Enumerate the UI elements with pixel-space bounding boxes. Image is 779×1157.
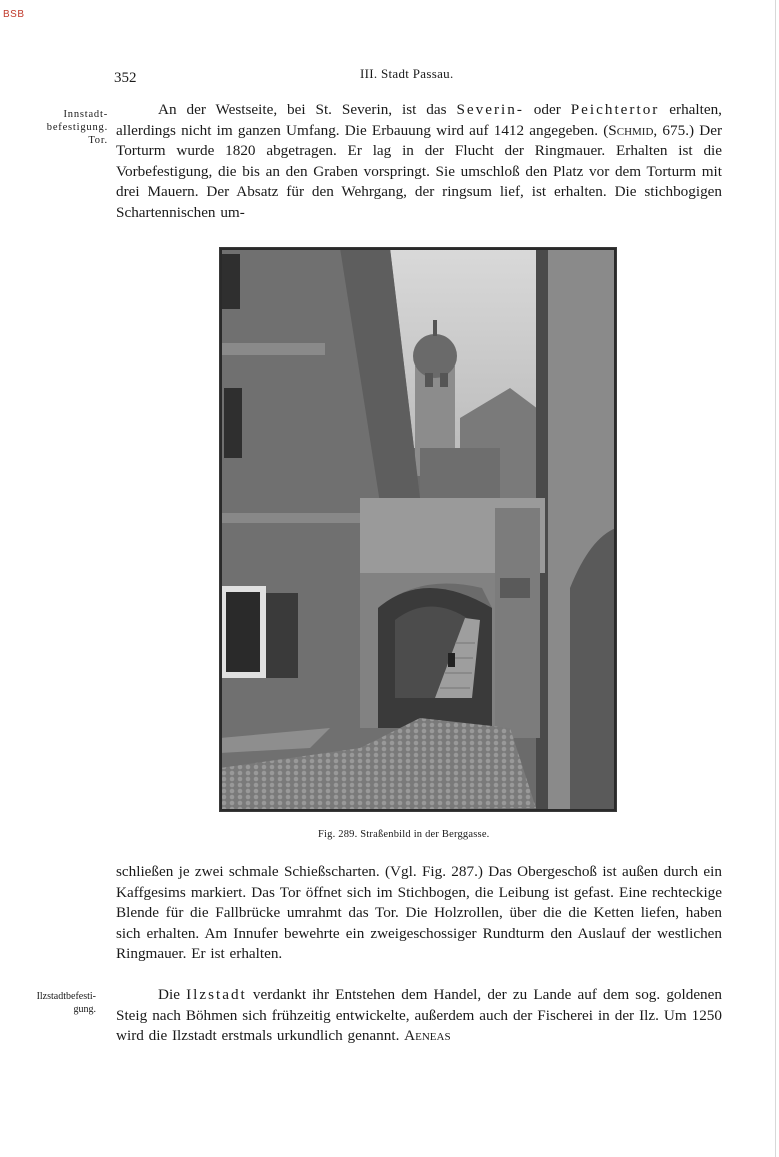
- spaced-term: Severin-: [456, 101, 524, 118]
- margin-note-ilzstadt: [6, 990, 96, 1016]
- author-citation: Schmid: [608, 121, 654, 139]
- paragraph-schiessscharten: [116, 862, 722, 965]
- margin-note-line: Ilzstadtbefesti-: [36, 991, 96, 1002]
- para-text: An der Westseite, bei St. Severin, ist das: [158, 101, 457, 118]
- para-text: erhalten, allerdings nicht im ganzen Umfang. Die Erbauung wird auf 1412 angegeben. (: [116, 101, 722, 139]
- author-citation: Aeneas: [404, 1027, 451, 1045]
- margin-note-innstadt: [18, 108, 108, 147]
- para-text: Die: [158, 986, 187, 1003]
- margin-note-line: gung.: [73, 1004, 96, 1015]
- spaced-term: Ilzstadt: [186, 986, 247, 1003]
- figure-photo-berggasse: [219, 247, 617, 812]
- margin-note-line: Innstadt-: [63, 109, 108, 120]
- page-number: 352: [114, 70, 137, 86]
- margin-note-line: befestigung.: [46, 122, 108, 133]
- spaced-term: Peichtertor: [570, 101, 660, 118]
- para-text: oder: [523, 101, 571, 118]
- figure-caption: Fig. 289. Straßenbild in der Berggasse.: [318, 829, 490, 840]
- para-text: schließen je zwei schmale Schießscharten. (Vgl. Fig. 287.) Das Obergeschoß ist außen durch ein Kaffgesims markiert. Das Tor öffnet sich im Stichbogen, die Leibung ist gefast. Eine rechteckige Blende für die Fallbrücke umrahmt das Tor. Die Holzrollen, über die die Ketten liefen, haben sich erhalten. Am Innufer bewehrte ein zweigeschossiger Rundturm den Auslauf der westlichen Ringmauer. Er ist erhalten.: [116, 863, 722, 963]
- para-text: , 675.) Der Torturm wurde 1820 abgetragen. Er lag in der Flucht der Ringmauer. Erhalten ist die Vorbefestigung, die bis an den Graben vorspringt. Sie umschloß den Platz vor dem Torturm mit drei Mauern. Der Absatz für den Wehrgang, der ringsum lief, ist erhalten. Die stichbogigen Schartennischen um-: [116, 121, 722, 221]
- library-watermark: BSB: [3, 9, 25, 20]
- scan-edge-line: [775, 0, 776, 1157]
- street-photo-illustration: [220, 248, 616, 811]
- paragraph-severintor: [116, 100, 722, 224]
- margin-note-line: Tor.: [88, 135, 108, 146]
- running-head: III. Stadt Passau.: [360, 66, 454, 81]
- para-text: verdankt ihr Entstehen dem Handel, der zu Lande auf dem sog. goldenen Steig nach Böhmen sich frühzeitig entwickelte, außerdem auch der Fischerei in der Ilz. Um 1250 wird die Ilzstadt erstmals urkundlich genannt.: [116, 986, 722, 1045]
- paragraph-ilzstadt: [116, 985, 722, 1047]
